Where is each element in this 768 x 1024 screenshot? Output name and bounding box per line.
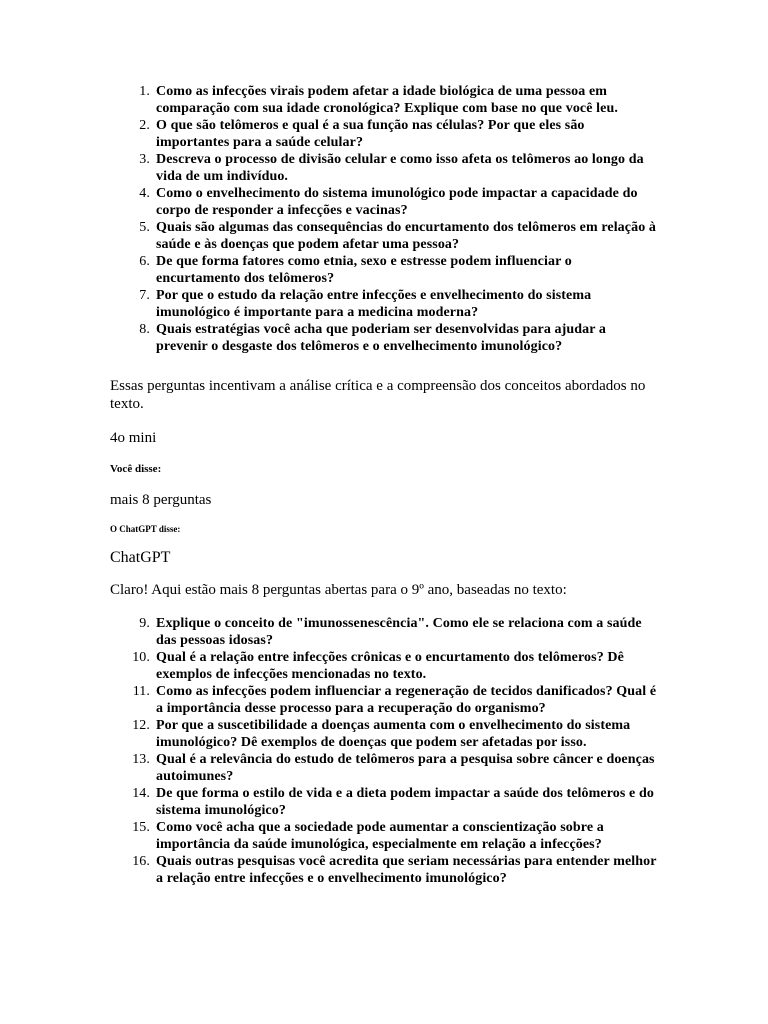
list-number: 8. xyxy=(139,322,150,337)
list-number: 15. xyxy=(132,820,150,835)
question-text: Qual é a relação entre infecções crônicas e o encurtamento dos telômeros? Dê exemplos de infecções mencionadas no texto. xyxy=(156,650,624,682)
question-list-1 xyxy=(110,83,658,355)
list-item xyxy=(110,117,658,151)
list-number: 7. xyxy=(139,288,150,303)
list-number: 4. xyxy=(139,186,150,201)
assistant-said-label: O ChatGPT disse: xyxy=(110,524,181,534)
question-text: De que forma o estilo de vida e a dieta podem impactar a saúde dos telômeros e do sistema imunológico? xyxy=(156,786,654,818)
list-item xyxy=(110,649,658,683)
list-item xyxy=(110,185,658,219)
user-said-label: Você disse: xyxy=(110,463,162,475)
list-number: 10. xyxy=(132,650,150,665)
list-item xyxy=(110,615,658,649)
list-number: 2. xyxy=(139,118,150,133)
list-number: 6. xyxy=(139,254,150,269)
question-text: Descreva o processo de divisão celular e como isso afeta os telômeros ao longo da vida de um indivíduo. xyxy=(156,152,644,184)
question-text: Quais estratégias você acha que poderiam ser desenvolvidas para ajudar a prevenir o desgaste dos telômeros e o envelhecimento imunológico? xyxy=(156,322,607,354)
assistant-name: ChatGPT xyxy=(110,549,171,566)
question-text: Quais outras pesquisas você acredita que seriam necessárias para entender melhor a relação entre infecções e o envelhecimento imunológico? xyxy=(156,854,657,886)
model-label: 4o mini xyxy=(110,430,157,446)
list-number: 9. xyxy=(139,616,150,631)
list-item xyxy=(110,683,658,717)
list-item xyxy=(110,253,658,287)
question-text: Como as infecções podem influenciar a regeneração de tecidos danificados? Qual é a importância desse processo para a recuperação do organismo? xyxy=(156,684,657,716)
question-text: O que são telômeros e qual é a sua função nas células? Por que eles são importantes para a saúde celular? xyxy=(156,118,585,150)
list-item xyxy=(110,287,658,321)
list-number: 13. xyxy=(132,752,150,767)
list-item xyxy=(110,151,658,185)
list-number: 1. xyxy=(139,84,150,99)
summary-paragraph: Essas perguntas incentivam a análise crítica e a compreensão dos conceitos abordados no texto. xyxy=(110,378,646,412)
question-list-2 xyxy=(110,615,658,887)
list-number: 14. xyxy=(132,786,150,801)
question-text: Quais são algumas das consequências do encurtamento dos telômeros em relação à saúde e às doenças que podem afetar uma pessoa? xyxy=(156,220,656,252)
list-number: 12. xyxy=(132,718,150,733)
list-item xyxy=(110,219,658,253)
list-item xyxy=(110,83,658,117)
list-number: 16. xyxy=(132,854,150,869)
list-item xyxy=(110,321,658,355)
question-text: Explique o conceito de "imunossenescência". Como ele se relaciona com a saúde das pessoas idosas? xyxy=(156,616,642,648)
question-text: Como as infecções virais podem afetar a idade biológica de uma pessoa em comparação com sua idade cronológica? Explique com base no que você leu. xyxy=(156,84,618,116)
list-item xyxy=(110,819,658,853)
question-text: Como você acha que a sociedade pode aumentar a conscientização sobre a importância da saúde imunológica, especialmente em relação a infecções? xyxy=(156,820,604,852)
question-text: Por que a suscetibilidade a doenças aumenta com o envelhecimento do sistema imunológico? Dê exemplos de doenças que podem ser afetadas por isso. xyxy=(156,718,631,750)
user-message: mais 8 perguntas xyxy=(110,492,212,508)
question-text: Por que o estudo da relação entre infecções e envelhecimento do sistema imunológico é importante para a medicina moderna? xyxy=(156,288,592,320)
list-number: 5. xyxy=(139,220,150,235)
list-item xyxy=(110,717,658,751)
question-text: De que forma fatores como etnia, sexo e estresse podem influenciar o encurtamento dos telômeros? xyxy=(156,254,572,286)
list-item xyxy=(110,751,658,785)
list-number: 3. xyxy=(139,152,150,167)
list-item xyxy=(110,785,658,819)
list-number: 11. xyxy=(132,684,150,699)
question-text: Como o envelhecimento do sistema imunológico pode impactar a capacidade do corpo de responder a infecções e vacinas? xyxy=(156,186,638,218)
list-item xyxy=(110,853,658,887)
question-text: Qual é a relevância do estudo de telômeros para a pesquisa sobre câncer e doenças autoimunes? xyxy=(156,752,655,784)
intro-paragraph: Claro! Aqui estão mais 8 perguntas abertas para o 9º ano, baseadas no texto: xyxy=(110,582,567,598)
